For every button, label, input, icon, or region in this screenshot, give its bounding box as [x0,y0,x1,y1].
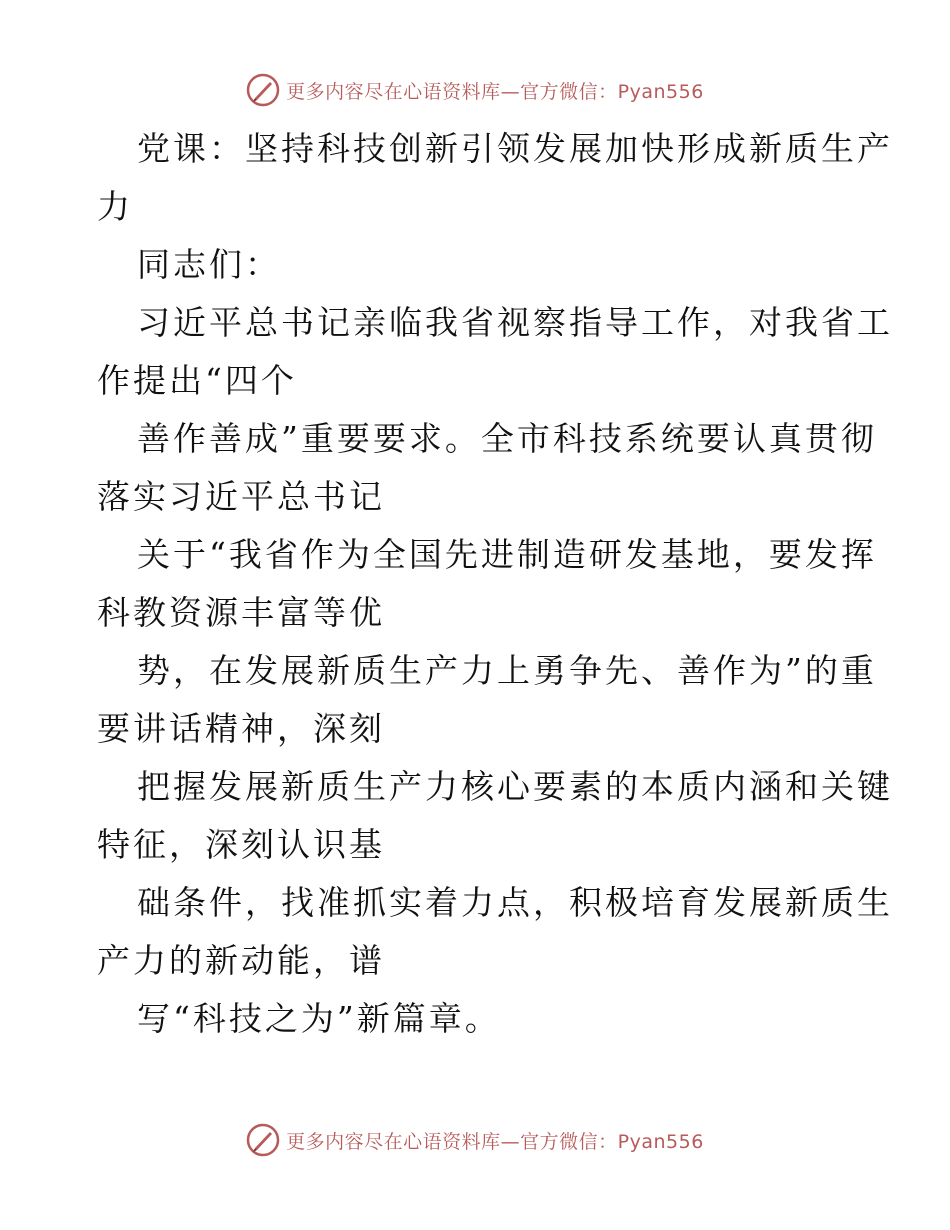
paragraph-line: 写“科技之为”新篇章。 [137,999,501,1038]
quill-pen-icon [246,1123,280,1157]
paragraph-line: 落实习近平总书记 [97,477,385,516]
paragraph-line: 势，在发展新质生产力上勇争先、善作为”的重 [137,651,877,690]
paragraph-line: 础条件，找准抓实着力点，积极培育发展新质生 [137,883,893,922]
paragraph-line: 要讲话精神，深刻 [97,709,385,748]
footer-banner [0,1120,950,1160]
paragraph-line: 善作善成”重要要求。全市科技系统要认真贯彻 [137,419,877,458]
paragraph-line: 习近平总书记亲临我省视察指导工作，对我省工 [137,303,893,342]
paragraph-line: 产力的新动能，谱 [97,941,385,980]
paragraph-line: 作提出“四个 [97,361,297,400]
salutation: 同志们： [137,245,281,284]
paragraph-line: 关于“我省作为全国先进制造研发基地，要发挥 [137,535,877,574]
header-banner-text: 更多内容尽在心语资料库—官方微信：Pyan556 [286,80,704,103]
document-body [97,120,893,1048]
doc-title-line-2: 力 [97,187,133,226]
quill-pen-icon [246,73,280,107]
paragraph-line: 把握发展新质生产力核心要素的本质内涵和关键 [137,767,893,806]
paragraph-line: 特征，深刻认识基 [97,825,385,864]
doc-title-line-1: 党课：坚持科技创新引领发展加快形成新质生产 [137,129,893,168]
header-banner [0,70,950,110]
footer-banner-text: 更多内容尽在心语资料库—官方微信：Pyan556 [286,1130,704,1153]
paragraph-line: 科教资源丰富等优 [97,593,385,632]
